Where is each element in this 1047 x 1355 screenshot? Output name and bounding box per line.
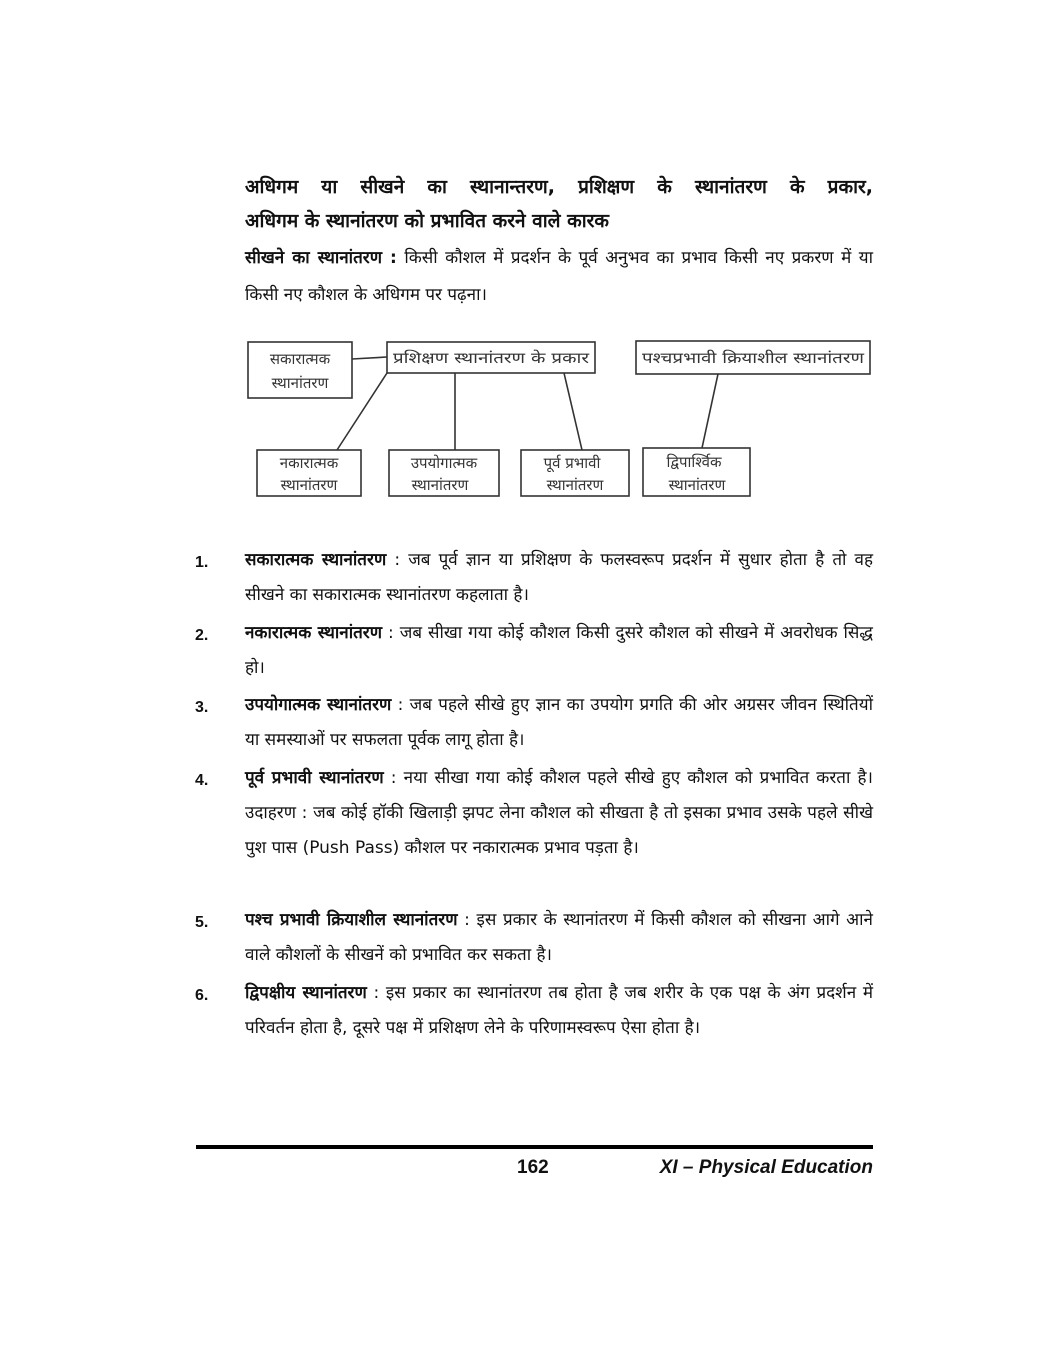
list-item bbox=[195, 616, 873, 686]
list-item-number: 6. bbox=[195, 987, 209, 1004]
box-positive-line2: स्थानांतरण bbox=[271, 374, 329, 392]
list-item-number: 3. bbox=[195, 699, 209, 716]
page-number: 162 bbox=[517, 1157, 549, 1178]
section-heading-line-2: अधिगम के स्थानांतरण को प्रभावित करने वाले कारक bbox=[245, 210, 610, 232]
box-utility-line1: उपयोगात्मक bbox=[410, 454, 478, 472]
list-item-number: 4. bbox=[195, 772, 209, 789]
box-retro-label: पश्चप्रभावी क्रियाशील स्थानांतरण bbox=[642, 349, 866, 367]
list-item-text: : इस प्रकार का स्थानांतरण तब होता है जब शरीर के एक पक्ष के अंग प्रदर्शन में परिवर्तन होता है, दूसरे पक्ष में प्रशिक्षण लेने के परिणामस्वरूप ऐसा होता है। bbox=[245, 983, 873, 1038]
list-item-term: सकारात्मक स्थानांतरण bbox=[245, 550, 387, 570]
list-item bbox=[195, 761, 874, 866]
box-bilateral-line1: द्विपार्श्विक bbox=[666, 453, 722, 471]
section-heading-line-1: अधिगम या सीखने का स्थानान्तरण, प्रशिक्षण के स्थानांतरण के प्रकार, bbox=[245, 176, 873, 198]
box-negative-line1: नकारात्मक bbox=[279, 454, 339, 472]
list-item-text: : इस प्रकार के स्थानांतरण में किसी कौशल को सीखना आगे आने वाले कौशलों के सीखनें को प्रभावित कर सकता है। bbox=[245, 910, 873, 965]
connector-center-negative bbox=[337, 373, 387, 450]
list-item-term: पूर्व प्रभावी स्थानांतरण bbox=[245, 768, 384, 788]
list-item-number: 2. bbox=[195, 627, 209, 644]
list-item-term: नकारात्मक स्थानांतरण bbox=[245, 623, 383, 643]
box-proactive-line2: स्थानांतरण bbox=[546, 476, 604, 494]
list-item-text: : जब सीखा गया कोई कौशल किसी दुसरे कौशल को सीखने में अवरोधक सिद्ध हो। bbox=[245, 623, 873, 678]
list-item-term: पश्च प्रभावी क्रियाशील स्थानांतरण bbox=[245, 910, 458, 930]
list-item-number: 1. bbox=[195, 554, 209, 571]
box-bilateral-line2: स्थानांतरण bbox=[668, 476, 726, 494]
box-center-label: प्रशिक्षण स्थानांतरण के प्रकार bbox=[393, 349, 591, 367]
connector-center-proactive bbox=[564, 373, 582, 450]
list-item-term: द्विपक्षीय स्थानांतरण bbox=[245, 983, 367, 1003]
list-item-text: : जब पूर्व ज्ञान या प्रशिक्षण के फलस्वरूप प्रदर्शन में सुधार होता है तो वह सीखने का सकारात्मक स्थानांतरण कहलाता है। bbox=[245, 550, 873, 605]
intro-term: सीखने का स्थानांतरण : bbox=[245, 248, 397, 268]
connector-retro-bilateral bbox=[702, 374, 718, 448]
intro-text: किसी कौशल में प्रदर्शन के पूर्व अनुभव का प्रभाव किसी नए प्रकरण में या किसी नए कौशल के अधिगम पर पढ़ना। bbox=[245, 248, 873, 305]
box-proactive-line1: पूर्व प्रभावी bbox=[543, 454, 601, 472]
list-item bbox=[195, 543, 873, 613]
box-negative-line2: स्थानांतरण bbox=[280, 476, 338, 494]
list-item-text: : नया सीखा गया कोई कौशल पहले सीखे हुए कौशल को प्रभावित करता है। उदाहरण : जब कोई हॉकी खिलाड़ी झपट लेना कौशल को सीखता है तो इसका प्रभाव उसके पहले सीखे पुश पास (Push Pass) कौशल पर नकारात्मक प्रभाव पड़ता है। bbox=[245, 768, 874, 858]
connector-center-positive bbox=[352, 357, 387, 359]
footer-book-title: XI – Physical Education bbox=[659, 1157, 873, 1178]
list-item bbox=[195, 903, 873, 973]
box-positive-line1: सकारात्मक bbox=[269, 350, 331, 368]
footer-rule bbox=[196, 1145, 873, 1149]
list-item-number: 5. bbox=[195, 914, 209, 931]
list-item-text: : जब पहले सीखे हुए ज्ञान का उपयोग प्रगति की ओर अग्रसर जीवन स्थितियों या समस्याओं पर सफलता पूर्वक लागू होता है। bbox=[245, 695, 873, 750]
list-item bbox=[195, 976, 873, 1046]
transfer-types-diagram bbox=[0, 0, 1047, 520]
list-item bbox=[195, 688, 873, 758]
box-utility-line2: स्थानांतरण bbox=[411, 476, 469, 494]
list-item-term: उपयोगात्मक स्थानांतरण bbox=[245, 695, 392, 715]
